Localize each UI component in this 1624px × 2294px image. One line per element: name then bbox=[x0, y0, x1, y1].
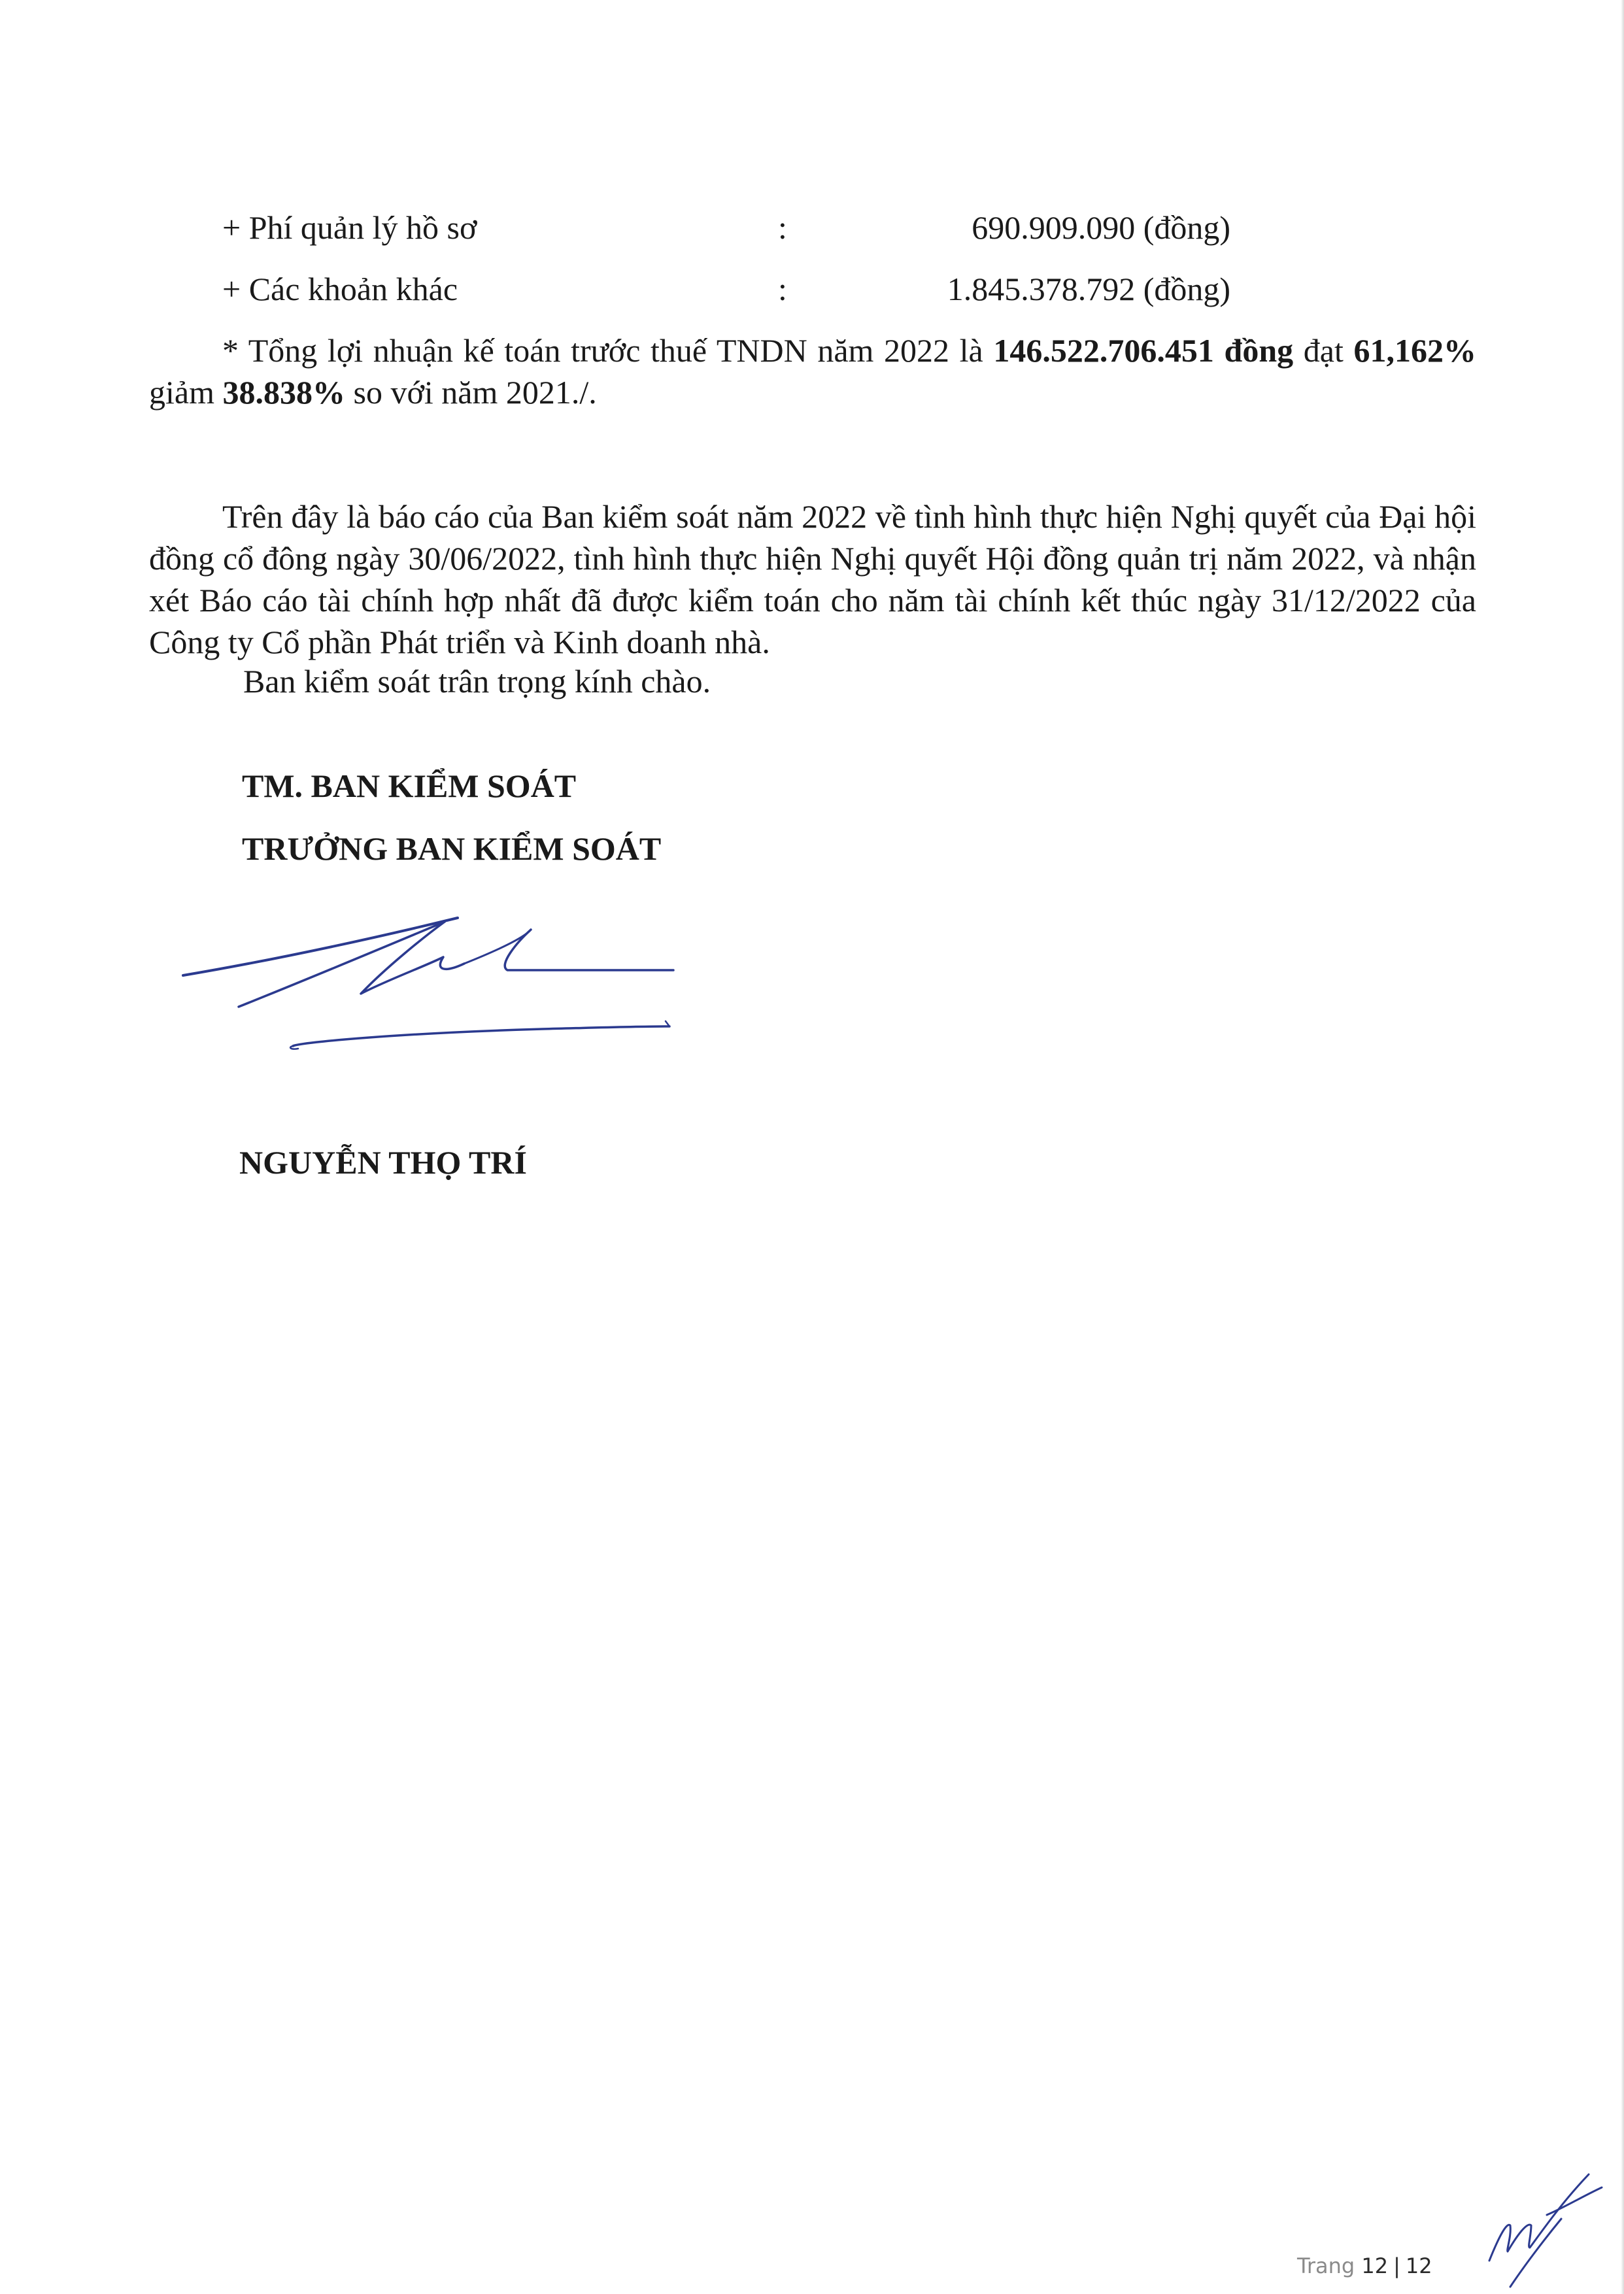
margin-initials bbox=[1484, 2163, 1608, 2293]
fee-colon: : bbox=[778, 209, 787, 246]
summary-text: đạt bbox=[1293, 332, 1354, 369]
summary-text: so với năm 2021./. bbox=[345, 374, 597, 411]
page-label: Trang bbox=[1297, 2253, 1355, 2278]
current-page: 12 bbox=[1361, 2253, 1389, 2278]
signature-title-on-behalf: TM. BAN KIỂM SOÁT bbox=[242, 767, 577, 804]
page-number bbox=[1297, 2253, 1432, 2279]
decrease-rate: 38.838% bbox=[222, 374, 345, 411]
closing-paragraph bbox=[149, 496, 1476, 663]
scan-edge bbox=[1621, 0, 1624, 2294]
fee-label-other: + Các khoản khác bbox=[222, 271, 458, 307]
page-separator: | bbox=[1393, 2253, 1400, 2278]
signature-title-position: TRƯỞNG BAN KIỂM SOÁT bbox=[242, 830, 662, 867]
summary-text: * Tổng lợi nhuận kế toán trước thuế TNDN năm 2022 là bbox=[222, 332, 994, 369]
signer-name: NGUYỄN THỌ TRÍ bbox=[239, 1144, 527, 1181]
profit-amount: 146.522.706.451 đồng bbox=[993, 332, 1294, 369]
total-pages: 12 bbox=[1405, 2253, 1432, 2278]
fee-value-record-management: 690.909.090 (đồng) bbox=[972, 209, 1230, 246]
fee-colon: : bbox=[778, 271, 787, 307]
summary-text: giảm bbox=[149, 374, 223, 411]
profit-summary-paragraph bbox=[149, 329, 1476, 413]
fee-value-other: 1.845.378.792 (đồng) bbox=[947, 271, 1230, 307]
handwritten-signature bbox=[177, 902, 686, 1066]
greeting: Ban kiểm soát trân trọng kính chào. bbox=[243, 663, 711, 700]
fee-label-record-management: + Phí quản lý hồ sơ bbox=[222, 209, 477, 246]
closing-text: Trên đây là báo cáo của Ban kiểm soát năm 2022 về tình hình thực hiện Nghị quyết của Đại hội đồng cổ đông ngày 30/06/2022, tình hình thực hiện Nghị quyết Hội đồng quản trị năm 2022, và nhận xét Báo cáo tài chính hợp nhất đã được kiểm toán cho năm tài chính kết thúc ngày 31/12/2022 của Công ty Cổ phần Phát triển và Kinh doanh nhà. bbox=[149, 498, 1476, 660]
achievement-rate: 61,162% bbox=[1353, 332, 1476, 369]
